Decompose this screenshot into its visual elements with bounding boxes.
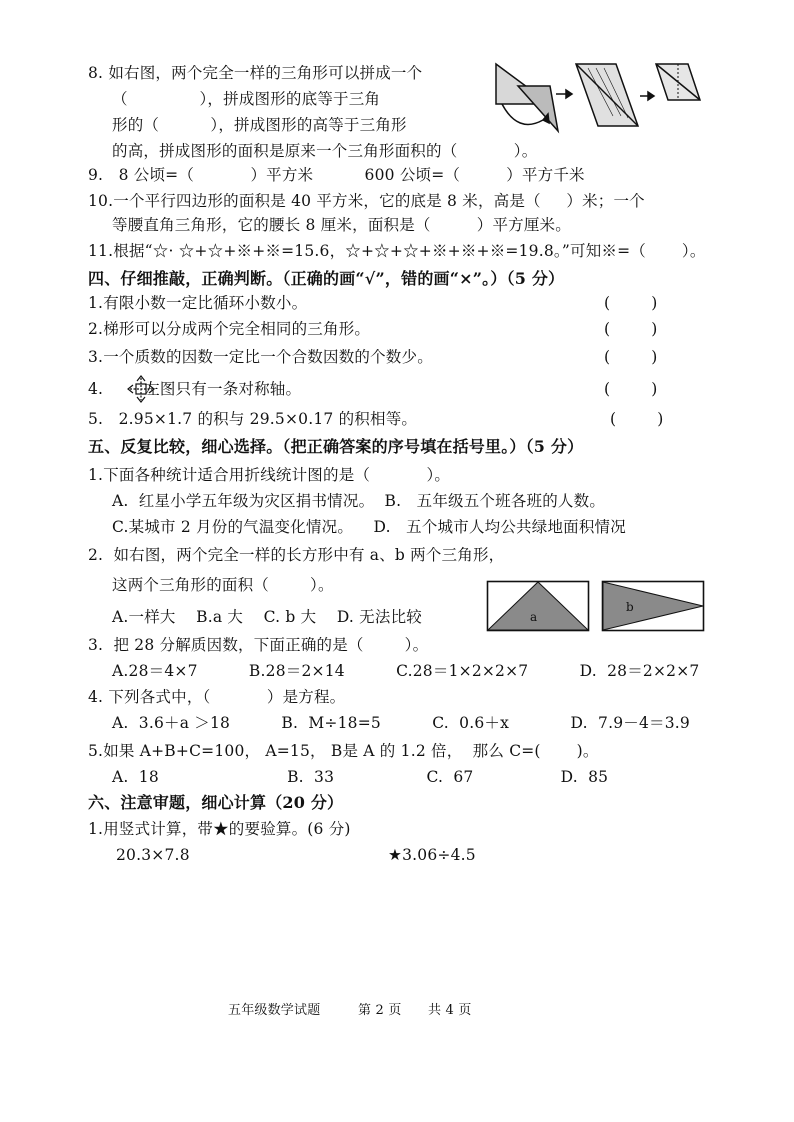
s6-q1-instruction: 1.用竖式计算，带★的要验算。(6 分) — [88, 820, 351, 838]
s4-answer-paren-2[interactable]: ( ) — [604, 320, 658, 338]
s5-q1-options-cd: C.某城市 2 月份的气温变化情况。 D. 五个城市人均公共绿地面积情况 — [112, 518, 626, 536]
rectangle-triangle-a-figure — [486, 580, 590, 632]
s4-item-3: 3.一个质数的因数一定比一个合数因数的个数少。 — [88, 348, 433, 366]
q10-line1: 10.一个平行四边形的面积是 40 平方米，它的底是 8 米，高是（ ）米；一个 — [88, 192, 645, 210]
s5-q2-stem: 2. 如右图，两个完全一样的长方形中有 a、b 两个三角形， — [88, 546, 505, 564]
section6-title: 六、注意审题，细心计算（20 分） — [88, 793, 344, 812]
s5-q1-options-ab: A. 红星小学五年级为灾区捐书情况。 B. 五年级五个班各班的人数。 — [112, 492, 606, 510]
footer-subject: 五年级数学试题 — [228, 1003, 321, 1018]
s6-expression-1: 20.3×7.8 — [116, 846, 190, 864]
s4-answer-paren-3[interactable]: ( ) — [604, 348, 658, 366]
s5-q2-options: A.一样大 B.a 大 C. b 大 D. 无法比较 — [112, 608, 422, 626]
q8-line2: （ ），拼成图形的底等于三角 — [112, 90, 381, 108]
s4-item-1: 1.有限小数一定比循环小数小。 — [88, 294, 308, 312]
rectangle-triangle-b-figure — [601, 580, 705, 632]
s5-q4-stem: 4. 下列各式中，（ ）是方程。 — [88, 688, 346, 706]
s6-expression-2: ★3.06÷4.5 — [388, 846, 476, 864]
s4-answer-paren-4[interactable]: ( ) — [604, 380, 658, 398]
s4-item-5: 5. 2.95×1.7 的积与 29.5×0.17 的积相等。 — [88, 410, 418, 428]
footer-total-pages: 共 4 页 — [428, 1003, 472, 1018]
s5-q1-stem: 1.下面各种统计适合用折线统计图的是（ ）。 — [88, 466, 451, 484]
s4-answer-paren-1[interactable]: ( ) — [604, 294, 658, 312]
section5-title: 五、反复比较，细心选择。（把正确答案的序号填在括号里。）（5 分） — [88, 437, 584, 456]
footer-page-number: 第 2 页 — [358, 1003, 402, 1018]
s4-answer-paren-5[interactable]: ( ) — [610, 410, 664, 428]
s5-q3-options: A.28＝4×7 B.28＝2×14 C.28＝1×2×2×7 D. 28＝2×2×7 — [112, 662, 700, 680]
triangle-assembly-figure — [488, 56, 708, 146]
label-a: a — [530, 610, 538, 624]
four-arrow-cross-icon — [124, 374, 158, 404]
q8-line4: 的高，拼成图形的面积是原来一个三角形面积的（ ）。 — [112, 142, 538, 160]
q11-line: 11.根据“☆· ☆+☆+※+※=15.6，☆+☆+☆+※+※+※=19.8。”可知※=（ ）。 — [88, 242, 706, 260]
s5-q3-stem: 3. 把 28 分解质因数，下面正确的是（ ）。 — [88, 636, 429, 654]
s5-q2-line2: 这两个三角形的面积（ ）。 — [112, 576, 334, 594]
q10-line2: 等腰直角三角形，它的腰长 8 厘米，面积是（ ）平方厘米。 — [112, 216, 571, 234]
s4-item-4: 4. 左图只有一条对称轴。 — [88, 380, 302, 398]
label-b: b — [626, 600, 634, 614]
section4-title: 四、仔细推敲，正确判断。（正确的画“√”，错的画“×”。）（5 分） — [88, 269, 565, 288]
s5-q5-stem: 5.如果 A+B+C=100， A=15， B是 A 的 1.2 倍， 那么 C=( )。 — [88, 742, 599, 760]
s5-q4-options: A. 3.6＋a ＞18 B. M÷18=5 C. 0.6＋x D. 7.9－4＝3.9 — [112, 714, 690, 732]
q8-line3: 形的（ ），拼成图形的高等于三角形 — [112, 116, 407, 134]
q9-line: 9. 8 公顷=（ ）平方米 600 公顷=（ ）平方千米 — [88, 166, 585, 184]
s5-q5-options: A. 18 B. 33 C. 67 D. 85 — [112, 768, 609, 786]
s4-item-2: 2.梯形可以分成两个完全相同的三角形。 — [88, 320, 371, 338]
q8-line1: 8. 如右图，两个完全一样的三角形可以拼成一个 — [88, 64, 423, 82]
